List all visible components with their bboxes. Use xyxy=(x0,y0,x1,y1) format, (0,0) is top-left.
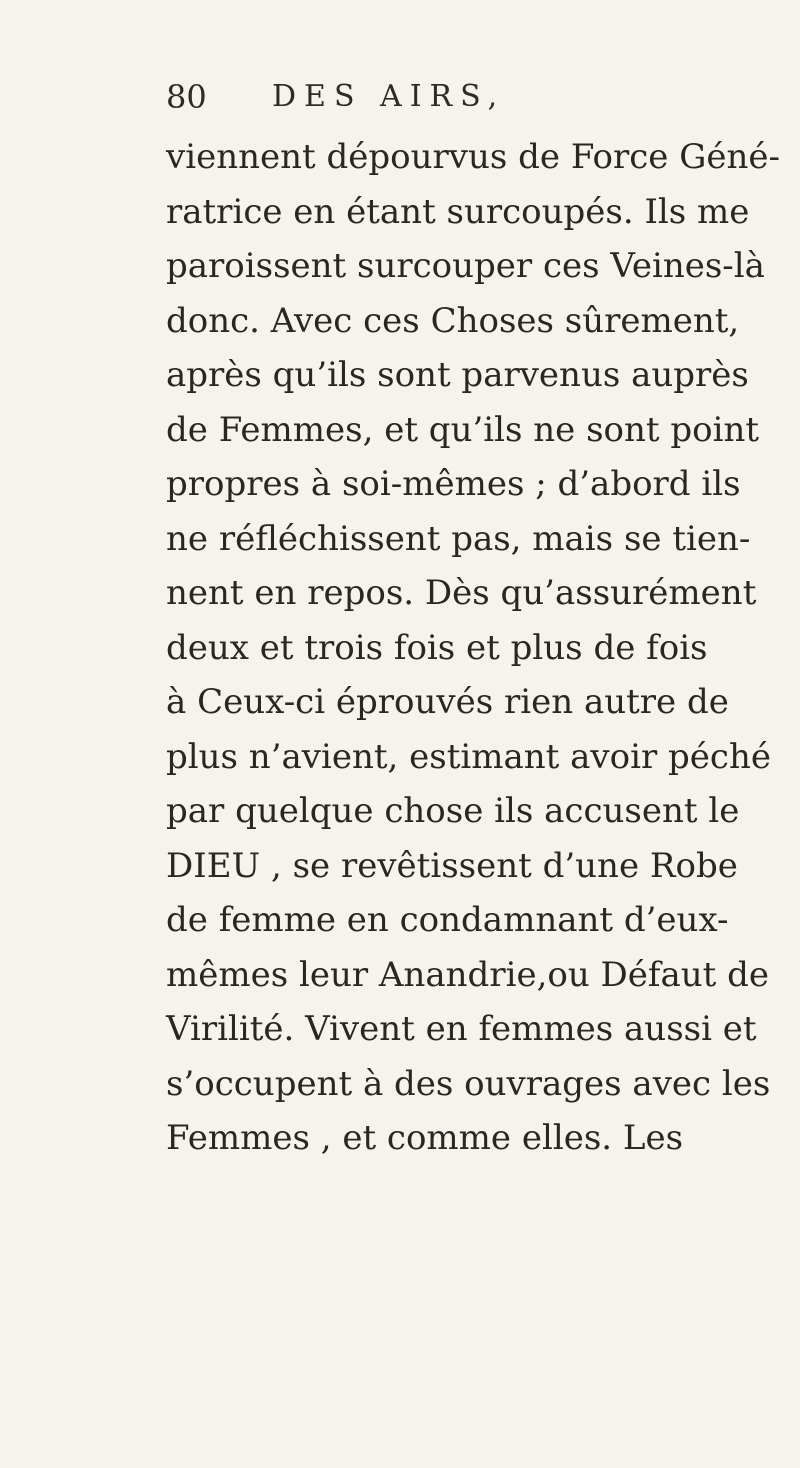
text-line: de femme en condamnant d’eux- xyxy=(166,900,729,940)
text-line: Femmes , et comme elles. Les xyxy=(166,1118,684,1158)
text-line: viennent dépourvus de Force Géné- xyxy=(166,137,781,177)
text-line: donc. Avec ces Choses sûrement, xyxy=(166,300,740,341)
text-line: ne réfléchissent pas, mais se tien- xyxy=(166,518,751,559)
text-line: Virilité. Vivent en femmes aussi et xyxy=(166,1009,757,1049)
text-line: DIEU , se revêtissent d’une Robe xyxy=(166,845,738,886)
text-line: paroissent surcouper ces Veines-là xyxy=(166,246,765,286)
text-line: mêmes leur Anandrie,ou Défaut de xyxy=(166,954,770,995)
page-number: 80 xyxy=(166,78,207,116)
text-line: après qu’ils sont parvenus auprès xyxy=(166,355,749,395)
page-header xyxy=(166,72,766,122)
text-line: par quelque chose ils accusent le xyxy=(166,791,740,831)
text-line: nent en repos. Dès qu’assurément xyxy=(166,573,757,613)
text-line: à Ceux-ci éprouvés rien autre de xyxy=(166,682,729,722)
text-line: deux et trois fois et plus de fois xyxy=(166,627,708,668)
body-text xyxy=(166,130,780,1166)
text-line: de Femmes, et qu’ils ne sont point xyxy=(166,409,760,450)
text-line: plus n’avient, estimant avoir péché xyxy=(166,736,771,777)
text-line: ratrice en étant surcoupés. Ils me xyxy=(166,191,750,232)
text-line: propres à soi-mêmes ; d’abord ils xyxy=(166,464,741,504)
running-title: DES AIRS, xyxy=(272,79,506,114)
text-line: s’occupent à des ouvrages avec les xyxy=(166,1063,771,1104)
